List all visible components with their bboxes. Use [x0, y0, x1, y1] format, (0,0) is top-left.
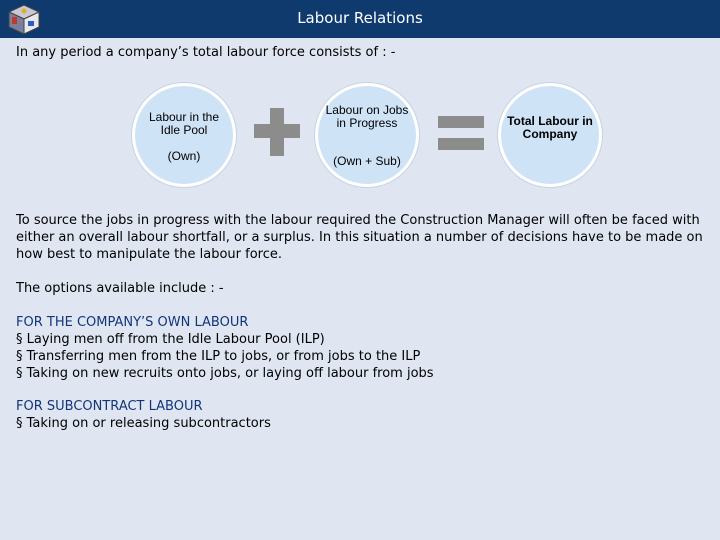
- idle-pool-sublabel: (Own): [167, 149, 201, 163]
- list-item: § Taking on or releasing subcontractors: [16, 416, 271, 431]
- body-paragraph: To source the jobs in progress with the labour required the Construction Manager will often be faced with either an overall labour shortfall, or a surplus. In this situation a number of decisions have to be made on how best to manipulate the labour force.: [16, 213, 703, 262]
- subcontract-labour-section: [16, 398, 271, 432]
- idle-pool-circle: [132, 83, 236, 187]
- total-labour-circle: [498, 83, 602, 187]
- total-labour-label: Total Labour in Company: [507, 114, 593, 141]
- list-item: § Laying men off from the Idle Labour Pool (ILP): [16, 332, 325, 347]
- own-labour-section: [16, 314, 434, 382]
- jobs-in-progress-label: Labour on Jobs in Progress: [325, 103, 409, 130]
- page-title: Labour Relations: [297, 9, 423, 27]
- title-bar: [0, 0, 720, 38]
- jobs-in-progress-sublabel: (Own + Sub): [333, 154, 401, 168]
- jobs-in-progress-circle: [315, 83, 419, 187]
- section-heading: FOR SUBCONTRACT LABOUR: [16, 399, 203, 414]
- list-item: § Transferring men from the ILP to jobs, or from jobs to the ILP: [16, 349, 421, 364]
- intro-text: In any period a company’s total labour force consists of : -: [16, 45, 396, 60]
- section-heading: FOR THE COMPANY’S OWN LABOUR: [16, 315, 249, 330]
- list-item: § Taking on new recruits onto jobs, or laying off labour from jobs: [16, 366, 434, 381]
- idle-pool-label: Labour in the Idle Pool: [148, 110, 220, 137]
- options-intro: The options available include : -: [16, 281, 224, 296]
